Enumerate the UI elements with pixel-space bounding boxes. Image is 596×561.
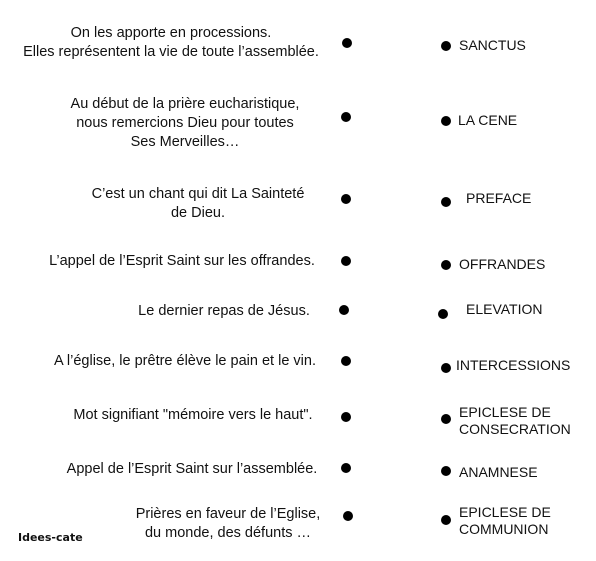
left-connector-dot-2[interactable] — [341, 112, 351, 122]
description-9 — [120, 505, 336, 543]
term-8 — [459, 464, 538, 481]
right-connector-dot-6[interactable] — [441, 363, 451, 373]
term-line: EPICLESE DE — [459, 504, 551, 520]
term-3 — [466, 190, 531, 207]
description-line: Mot signifiant "mémoire vers le haut". — [73, 407, 313, 423]
left-connector-dot-1[interactable] — [342, 38, 352, 48]
term-9 — [459, 504, 551, 538]
description-1 — [8, 24, 334, 62]
description-line: A l’église, le prêtre élève le pain et le vin. — [54, 353, 316, 369]
description-line: L’appel de l’Esprit Saint sur les offrandes. — [49, 253, 315, 269]
term-2 — [458, 112, 517, 129]
term-line: COMMUNION — [459, 521, 549, 537]
term-line: ELEVATION — [466, 301, 543, 317]
right-connector-dot-5[interactable] — [438, 309, 448, 319]
description-6 — [40, 352, 330, 371]
right-connector-dot-9[interactable] — [441, 515, 451, 525]
term-line: EPICLESE DE — [459, 404, 551, 420]
description-line: du monde, des défunts … — [144, 525, 312, 541]
left-connector-dot-4[interactable] — [341, 256, 351, 266]
left-connector-dot-5[interactable] — [339, 305, 349, 315]
left-connector-dot-8[interactable] — [341, 463, 351, 473]
description-line: nous remercions Dieu pour toutes — [76, 115, 294, 131]
description-5 — [124, 302, 324, 321]
term-line: PREFACE — [466, 190, 532, 206]
description-line: Le dernier repas de Jésus. — [138, 303, 310, 319]
description-line: C’est un chant qui dit La Sainteté — [91, 186, 305, 202]
description-line: Au début de la prière eucharistique, — [70, 96, 300, 112]
description-4 — [34, 252, 330, 271]
description-3 — [78, 185, 318, 223]
term-line: LA CENE — [458, 112, 518, 128]
description-7 — [58, 406, 328, 425]
term-line: INTERCESSIONS — [456, 357, 571, 373]
description-line: Appel de l’Esprit Saint sur l’assemblée. — [66, 461, 318, 477]
term-6 — [456, 357, 570, 374]
right-connector-dot-7[interactable] — [441, 414, 451, 424]
right-connector-dot-3[interactable] — [441, 197, 451, 207]
watermark-label: Idees-cate — [18, 531, 83, 544]
left-connector-dot-3[interactable] — [341, 194, 351, 204]
term-line: OFFRANDES — [459, 256, 546, 272]
left-connector-dot-6[interactable] — [341, 356, 351, 366]
left-connector-dot-9[interactable] — [343, 511, 353, 521]
description-line: Ses Merveilles… — [130, 134, 240, 150]
term-7 — [459, 404, 571, 438]
description-line: de Dieu. — [170, 205, 225, 221]
left-connector-dot-7[interactable] — [341, 412, 351, 422]
description-line: Prières en faveur de l’Eglise, — [135, 506, 321, 522]
term-5 — [466, 301, 543, 318]
right-connector-dot-1[interactable] — [441, 41, 451, 51]
term-4 — [459, 256, 545, 273]
description-line: On les apporte en processions. — [70, 25, 272, 41]
term-line: SANCTUS — [459, 37, 526, 53]
term-line: CONSECRATION — [459, 421, 571, 437]
right-connector-dot-8[interactable] — [441, 466, 451, 476]
right-connector-dot-4[interactable] — [441, 260, 451, 270]
description-2 — [60, 95, 310, 152]
term-1 — [459, 37, 526, 54]
right-connector-dot-2[interactable] — [441, 116, 451, 126]
description-8 — [52, 460, 332, 479]
term-line: ANAMNESE — [459, 464, 538, 480]
description-line: Elles représentent la vie de toute l’assemblée. — [23, 44, 319, 60]
